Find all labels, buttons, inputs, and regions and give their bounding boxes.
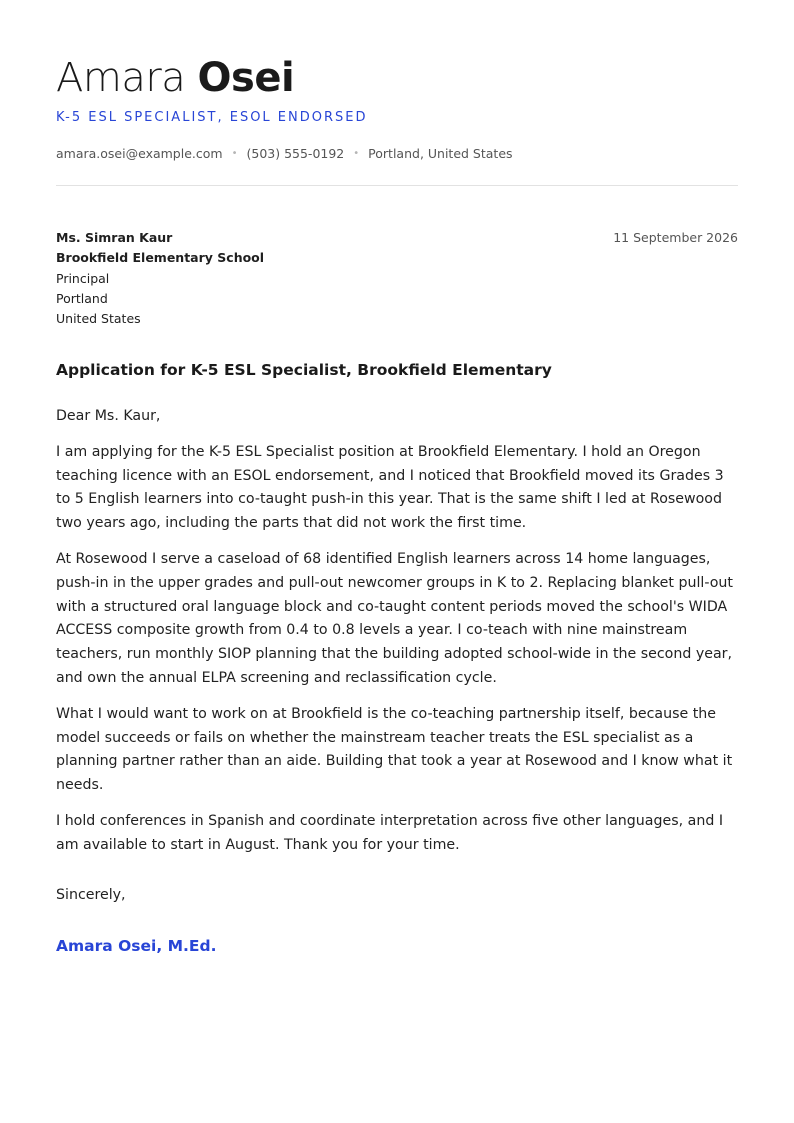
contact-location: Portland, United States [368,146,513,161]
applicant-role: K-5 ESL SPECIALIST, ESOL ENDORSED [56,110,368,125]
applicant-name [56,54,738,102]
contact-phone[interactable]: (503) 555-0192 [246,146,345,161]
recipient-title: Principal [56,270,110,286]
closing: Sincerely, [56,887,126,903]
recipient-city: Portland [56,290,108,306]
cover-letter-page [56,0,738,1123]
applicant-first-name: Amara [56,55,186,101]
letter-date: 11 September 2026 [613,230,738,245]
recipient-name: Ms. Simran Kaur [56,230,173,245]
contact-email[interactable]: amara.osei@example.com [56,146,223,161]
header-divider [56,185,738,186]
letter-subject: Application for K-5 ESL Specialist, Brookfield Elementary [56,361,552,379]
body-paragraph: At Rosewood I serve a caseload of 68 identified English learners across 14 home languages, push-in in the upper grades and pull-out newcomer groups in K to 2. Replacing blanket pull-out with a structured oral language block and co-taught content periods moved the school's WIDA ACCESS composite growth from 0.4 to 0.8 levels a year. I co-teach with nine mainstream teachers, run monthly SIOP planning that the building adopted school-wide in the second year, and own the annual ELPA screening and reclassification cycle. [56,550,733,686]
recipient-organization: Brookfield Elementary School [56,250,265,266]
recipient-country: United States [56,311,141,327]
signature: Amara Osei, M.Ed. [56,937,217,955]
applicant-last-name: Osei [197,55,295,101]
body-paragraph: I hold conferences in Spanish and coordinate interpretation across five other languages, and I am available to start in August. Thank you for your time. [56,812,724,853]
salutation: Dear Ms. Kaur, [56,408,161,424]
letter-body [56,405,738,870]
contact-separator: • [231,148,238,159]
contact-line [56,146,513,161]
body-paragraph: What I would want to work on at Brookfield is the co-teaching partnership itself, because the model succeeds or fails on whether the mainstream teacher treats the ESL specialist as a planning partner rather than an aide. Building that took a year at Rosewood and I know what it needs. [56,705,733,794]
recipient-block [56,228,264,329]
contact-separator: • [353,148,360,159]
letter-header [56,54,738,161]
body-paragraph: I am applying for the K-5 ESL Specialist position at Brookfield Elementary. I hold an Oregon teaching licence with an ESOL endorsement, and I noticed that Brookfield moved its Grades 3 to 5 English learners into co-taught push-in this year. That is the same shift I led at Rosewood two years ago, including the parts that did not work the first time. [56,443,724,532]
